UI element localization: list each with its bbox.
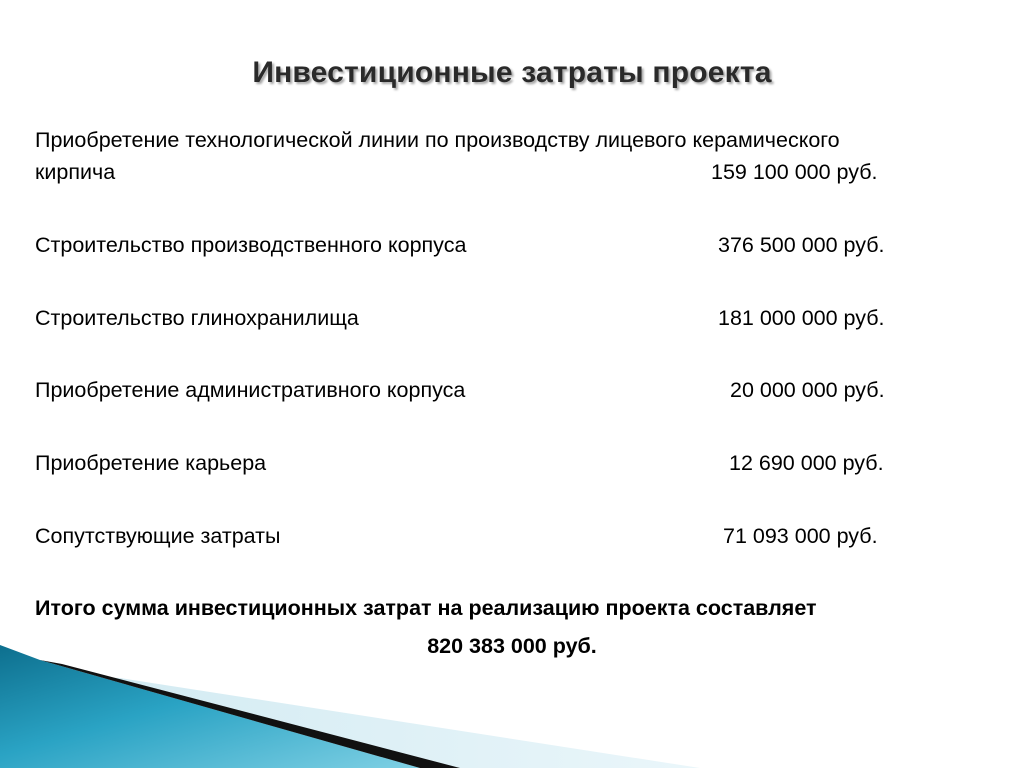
item-label: Приобретение карьера [35, 451, 267, 475]
item-label: Строительство производственного корпуса [35, 233, 467, 257]
item-label: Приобретение административного корпуса [35, 378, 466, 402]
item-amount: 20 000 000 руб. [730, 378, 885, 402]
item-label: Сопутствующие затраты [35, 524, 281, 548]
item-amount: 71 093 000 руб. [723, 524, 878, 548]
item-amount: 159 100 000 руб. [711, 160, 878, 184]
total-label: Итого сумма инвестиционных затрат на реализацию проекта составляет [35, 596, 817, 620]
item-amount: 12 690 000 руб. [729, 451, 884, 475]
item-label: Строительство глинохранилища [35, 306, 359, 330]
page-title: Инвестиционные затраты проекта [252, 56, 772, 89]
total-amount: 820 383 000 руб. [427, 634, 597, 658]
item-amount: 376 500 000 руб. [718, 233, 885, 257]
item-label-line: Приобретение технологической линии по производству лицевого керамического [35, 128, 840, 152]
item-label-line: кирпича [35, 160, 116, 184]
item-amount: 181 000 000 руб. [718, 306, 885, 330]
